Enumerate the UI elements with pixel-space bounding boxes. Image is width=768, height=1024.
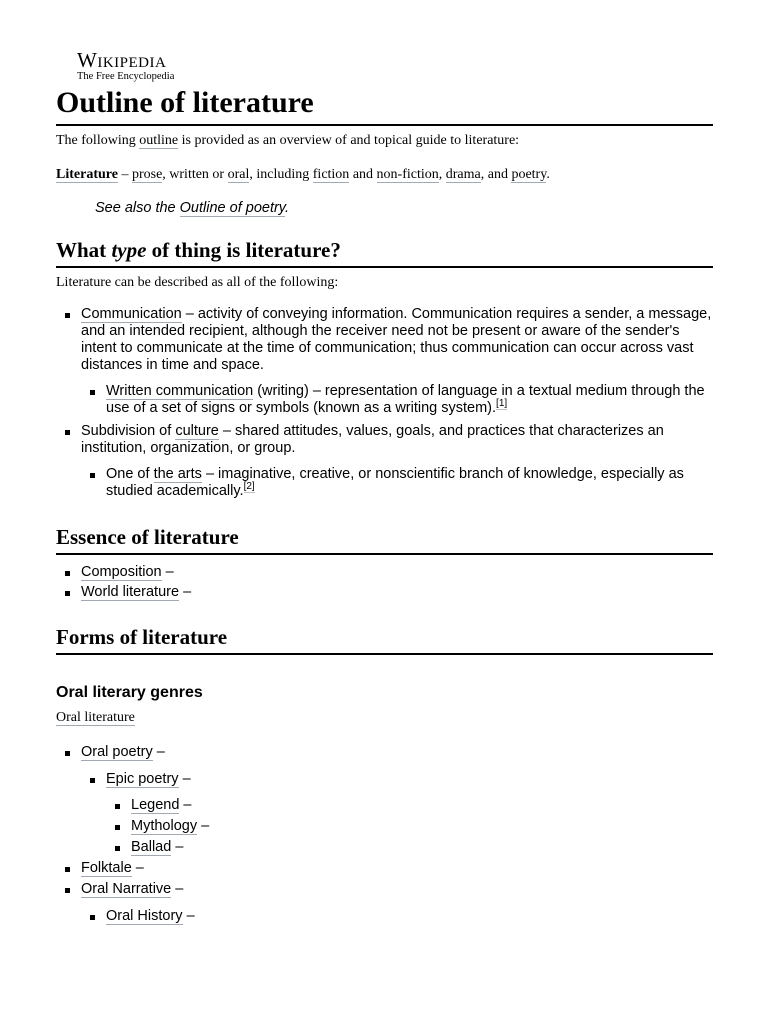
oral-literature-link[interactable]: Oral literature xyxy=(56,710,135,725)
intro-paragraph: The following outline is provided as an overview of and topical guide to literature: xyxy=(56,133,520,148)
oral-genres-list xyxy=(56,744,713,925)
see-also-hatnote: See also the Outline of poetry. xyxy=(95,200,290,216)
oral-poetry-link[interactable]: Oral poetry xyxy=(81,744,153,760)
section-heading-essence: Essence of literature xyxy=(56,523,713,555)
reference-2-link[interactable]: [2] xyxy=(243,481,255,492)
list-item-culture: Subdivision of culture – shared attitudes, values, goals, and practices that characterizes an institution, organization, or group. One of the arts – imaginative, creative, or nonscientific branch of knowledge, especially as studied academically.[2] xyxy=(56,423,713,500)
poetry-link[interactable]: poetry xyxy=(511,167,547,182)
list-item-written-communication: Written communication (writing) – representation of language in a textual medium through the use of a set of signs or symbols (known as a writing system).[1] xyxy=(81,383,713,417)
non-fiction-link[interactable]: non-fiction xyxy=(376,167,439,182)
logo-wordmark: Wikipedia xyxy=(77,48,167,72)
list-item-folktale: Folktale – xyxy=(56,860,713,877)
literature-term-link[interactable]: Literature xyxy=(56,167,118,182)
essence-list xyxy=(56,564,713,601)
communication-sublist xyxy=(81,383,713,417)
culture-link[interactable]: culture xyxy=(175,423,219,439)
world-literature-link[interactable]: World literature xyxy=(81,584,180,600)
list-item-oral-history: Oral History – xyxy=(81,908,713,925)
oral-literature-main-link-line xyxy=(56,709,713,727)
folktale-link[interactable]: Folktale xyxy=(81,860,132,876)
oral-narrative-link[interactable]: Oral Narrative xyxy=(81,881,172,897)
type-intro: Literature can be described as all of the following: xyxy=(56,275,339,290)
the-arts-link[interactable]: the arts xyxy=(153,466,202,482)
oral-narrative-sublist xyxy=(81,908,713,925)
list-item-oral-poetry: Oral poetry – Epic poetry – Legend – Mythology – Ballad – xyxy=(56,744,713,856)
epic-poetry-sublist xyxy=(106,797,713,856)
legend-link[interactable]: Legend xyxy=(131,797,180,813)
section-heading-type: What type of thing is literature? xyxy=(56,236,713,268)
section-heading-forms: Forms of literature xyxy=(56,623,713,655)
list-item-legend: Legend – xyxy=(106,797,713,814)
communication-link[interactable]: Communication xyxy=(81,306,182,322)
list-item-epic-poetry: Epic poetry – Legend – Mythology – Ballad – xyxy=(81,771,713,856)
fiction-link[interactable]: fiction xyxy=(312,167,350,182)
list-item-oral-narrative: Oral Narrative – Oral History – xyxy=(56,881,713,925)
outline-link[interactable]: outline xyxy=(139,133,179,148)
prose-link[interactable]: prose xyxy=(131,167,163,182)
written-communication-link[interactable]: Written communication xyxy=(106,383,254,399)
drama-link[interactable]: drama xyxy=(445,167,481,182)
oral-link[interactable]: oral xyxy=(227,167,250,182)
culture-sublist xyxy=(81,466,713,500)
mythology-link[interactable]: Mythology xyxy=(131,818,198,834)
epic-poetry-label-link[interactable]: Epic poetry xyxy=(106,771,179,787)
list-item-ballad: Ballad – xyxy=(106,839,713,856)
list-item-the-arts: One of the arts – imaginative, creative, or nonscientific branch of knowledge, especially as studied academically.[2] xyxy=(81,466,713,500)
composition-link[interactable]: Composition xyxy=(81,564,162,580)
list-item-world-literature: World literature – xyxy=(56,584,713,601)
list-item-mythology: Mythology – xyxy=(106,818,713,835)
list-item-communication: Communication – activity of conveying information. Communication requires a sender, a message, and an intended recipient, although the receiver need not be present or aware of the sender's intent to communicate at the time of communication; thus communication can occur across vast distances in time and space. Written communication (writing) – representation of language in a textual medium through the use of a set of signs or symbols (known as a writing system).[1] xyxy=(56,306,713,417)
outline-of-poetry-link[interactable]: Outline of poetry xyxy=(179,200,285,216)
subsection-heading-oral-genres: Oral literary genres xyxy=(56,684,203,701)
ballad-link[interactable]: Ballad xyxy=(131,839,172,855)
lead-paragraph: Literature – prose, written or oral, including fiction and non-fiction, drama, and poetry. xyxy=(56,167,550,182)
oral-poetry-sublist xyxy=(81,771,713,856)
page-title: Outline of literature xyxy=(56,84,713,126)
list-item-composition: Composition – xyxy=(56,564,713,581)
logo-tagline: The Free Encyclopedia xyxy=(77,71,175,82)
wikipedia-logo[interactable] xyxy=(77,49,174,83)
oral-history-link[interactable]: Oral History xyxy=(106,908,183,924)
reference-1-link[interactable]: [1] xyxy=(496,398,508,409)
type-list xyxy=(56,306,713,500)
article-content xyxy=(56,84,713,925)
